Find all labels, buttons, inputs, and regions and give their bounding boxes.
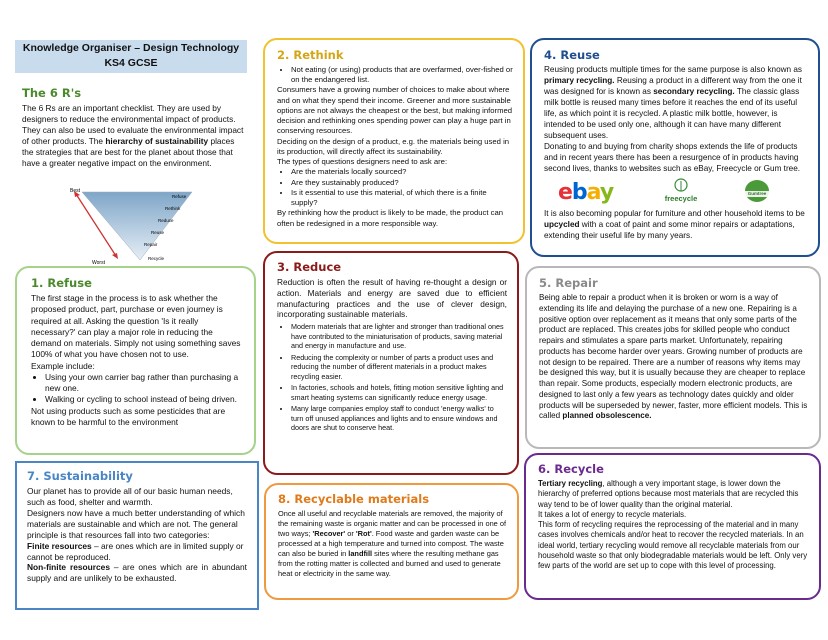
hierarchy-diagram — [62, 186, 222, 266]
rethink-para1: Consumers have a growing number of choices to make about where and on what they spend their income. Greener and more sustainable options are not always the cheapest or the best, but making informed decision and rethinking ones spending power can play a huge part in conserving resources. — [277, 85, 513, 136]
level-rethink: Rethink — [165, 206, 181, 211]
rethink-para4: By rethinking how the product is likely to be made, the product can often be redesigned in a more responsible way. — [277, 208, 504, 228]
reduce-bullet: • Many large companies employ staff to conduct 'energy walks' to turn off unused appliances and lights and to ensure windows and doors are shut to conserve heat. — [291, 404, 507, 433]
sustainability-box — [15, 461, 259, 610]
refuse-para3: Not using products such as some pesticides that are known to be harmful to the environment — [31, 405, 226, 427]
ebay-logo: ebay — [558, 179, 614, 205]
reuse-para2: Donating to and buying from charity shops extends the life of products and in recent years there has been a resurgence of in products having second lives, thanks to websites such as eBay, Freecycle or Gum tree. — [544, 141, 801, 173]
freecycle-tree-icon — [671, 178, 691, 192]
rethink-box — [263, 38, 525, 244]
sustainability-nonfinite: Non-finite resources – are ones which are in abundant supply and are unlikely to be exhausted. — [27, 562, 247, 584]
refuse-bullet: • Using your own carrier bag rather than purchasing a new one. — [45, 372, 244, 395]
level-reduce: Reduce — [158, 218, 174, 223]
reduce-bullet: • Modern materials that are lighter and stronger than traditional ones have contributed to the miniaturisation of products, saving material and energy in manufacture and use. — [291, 322, 507, 351]
recycle-para3: This form of recycling requires the reprocessing of the material and in many cases involves chemicals and/or heat to recover the recycled materials. In an ideal world, tertiary recycling would remove all recyclable materials from our household waste so that only biodegradable materials would be left. Only very few parts of the world are set up to cope with this level of processing. — [538, 520, 808, 571]
repair-box — [525, 266, 821, 449]
recycle-para1: Tertiary recycling, although a very important stage, is lower down the hierarchy of preferred options because most materials that are recycled this way tend to be of lower quality than the original material. — [538, 479, 799, 509]
rethink-para2: Deciding on the design of a product, e.g. the materials being used in its production, will directly affect its sustainability. — [277, 136, 510, 156]
rethink-questions — [277, 167, 513, 208]
repair-heading: 5. Repair — [539, 276, 598, 290]
refuse-heading: 1. Refuse — [31, 276, 92, 290]
rethink-question: • Is it essential to use this material, of which there is a finite supply? — [291, 188, 513, 208]
logo-row — [544, 176, 808, 208]
sustainability-finite: Finite resources – are ones which are in limited supply or cannot be reproduced. — [27, 540, 244, 562]
level-refuse: Refuse — [172, 194, 187, 199]
title-bar — [15, 40, 247, 73]
rethink-question: • Are they sustainably produced? — [291, 178, 513, 188]
repair-text: Being able to repair a product when it is broken or worn is a way of extending its life and delaying the purchase of a new one. Repairing is a positive option over replacement as it means that only some parts of the product are replaced. This creates jobs for skilled people who conduct repairs and stimulates a spare parts market. Unfortunately, repairing products has become harder over years. Growing number of products are not design to be repaired. There are a number of reasons why items may be designed this way, but it is usually because they are cheaper to replace than repair. Some products, especially modern electronic products, are designed to last only a few years as technology dates quickly and older products will be superseded by newer, faster, more efficient models. This is called planned obsolescence. — [539, 293, 808, 421]
reduce-box — [263, 251, 519, 475]
six-rs-section — [22, 86, 244, 266]
funnel-shape — [82, 192, 192, 260]
gumtree-logo: Gumtree — [742, 178, 772, 206]
recycle-heading: 6. Recycle — [538, 462, 604, 476]
recyclable-heading: 8. Recyclable materials — [278, 492, 430, 506]
freecycle-logo: freecycle — [656, 178, 706, 203]
recycle-para2: It takes a lot of energy to recycle materials. — [538, 509, 687, 519]
recycle-box — [524, 453, 821, 600]
level-recycle: Recycle — [148, 256, 165, 261]
reuse-heading: 4. Reuse — [544, 48, 600, 62]
refuse-para2: Example include: — [31, 360, 95, 371]
recyclable-text: Once all useful and recyclable materials are removed, the majority of the remaining waste is organic matter and can be processed in one of two ways; 'Recover' or 'Rot'. Food waste and garden waste can be processed at a high temperature and turned into compost. The waste can also be buried in landfill sites where the resulting methane gas from the rotting matter is collected and burned and used to generate heat or electricity in the same way. — [278, 509, 507, 578]
rethink-heading: 2. Rethink — [277, 48, 344, 62]
reuse-para3: It is also becoming popular for furniture and other household items to be upcycled with a coat of paint and some minor repairs or adaptations, extending their useful life by many years. — [544, 208, 805, 240]
sustainability-para1: Our planet has to provide all of our basic human needs, such as food, shelter and warmth. — [27, 486, 233, 507]
refuse-bullet: • Walking or cycling to school instead of being driven. — [45, 394, 244, 405]
reduce-bullets — [277, 322, 507, 433]
refuse-para1: The first stage in the process is to ask whether the proposed product, part, purchase or even journey is required at all. Asking the question 'Is it really necessary?' can play a major role in reducing the demand on materials. Simply not using something saves 100% of what you have chosen not to use. — [31, 293, 241, 360]
rethink-para3: The types of questions designers need to ask are: — [277, 157, 448, 167]
rethink-bullet: • Not eating (or using) products that are overfarmed, over-fished or on the endangered list. — [291, 65, 513, 85]
recyclable-box — [264, 483, 519, 600]
six-rs-heading: The 6 R's — [22, 86, 82, 100]
reuse-para1: Reusing products multiple times for the same purpose is also known as primary recycling. Reusing a product in a different way from the one it was designed for is known as secondary recycling. The classic glass milk bottle is reused many times before it reaches the end of its useful life, as which point it is recycled. A plastic milk bottle, however, is intended to be used only one, although it can have many different subsequent uses. — [544, 65, 803, 140]
sustainability-heading: 7. Sustainability — [27, 469, 133, 483]
refuse-box — [15, 266, 256, 455]
sustainability-para2: Designers now have a much better understanding of which materials are sustainable and which are not. The general principle is that resources fall into two categories: — [27, 507, 245, 540]
page-subtitle: KS4 GCSE — [104, 57, 158, 69]
reuse-box — [530, 38, 820, 257]
reduce-heading: 3. Reduce — [277, 260, 342, 274]
level-repair: Repair — [144, 242, 158, 247]
refuse-bullets — [31, 372, 244, 406]
worst-label: Worst — [92, 260, 105, 266]
arrow-down-icon — [112, 253, 118, 259]
page-title: Knowledge Organiser – Design Technology — [22, 42, 240, 54]
reduce-bullet: • Reducing the complexity or number of parts a product uses and reducing the number of different materials in a product makes recycling easier. — [291, 353, 507, 382]
reduce-bullet: • In factories, schools and hotels, fitting motion sensitive lighting and smart heating systems can significantly reduce energy usage. — [291, 383, 507, 402]
rethink-bullets — [277, 65, 513, 85]
six-rs-text: The 6 Rs are an important checklist. They are used by designers to reduce the environmental impact of products. They can also be used to evaluate the environmental impact of other products. The hierarchy of sustainability places the strategies that are best for the planet about those that have a greater negative impact on the environment. — [22, 103, 244, 168]
rethink-question: • Are the materials locally sourced? — [291, 167, 513, 177]
level-reuse: Reuse — [151, 230, 165, 235]
reduce-para1: Reduction is often the result of having re-thought a design or action. Materials and energy are saved due to efficient manufacturing practices and the use of clever design, incorporating sustainable materials. — [277, 277, 507, 320]
best-label: Best — [70, 188, 81, 194]
